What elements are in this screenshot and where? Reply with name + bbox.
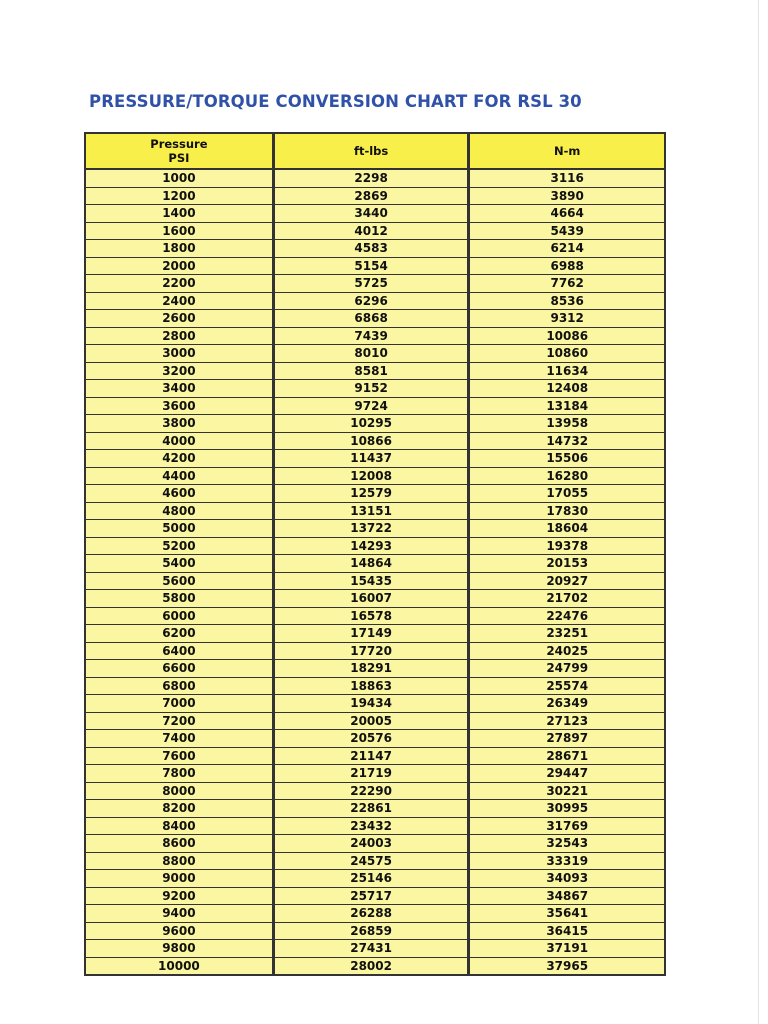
table-row	[86, 415, 664, 433]
cell-nm: 9312	[470, 310, 664, 328]
cell-ftlbs: 4583	[275, 240, 471, 258]
cell-nm: 28671	[470, 748, 664, 766]
cell-nm: 3116	[470, 170, 664, 188]
cell-pressure-psi: 6200	[86, 625, 275, 643]
cell-ftlbs: 8010	[275, 345, 471, 363]
cell-pressure-psi: 2400	[86, 293, 275, 311]
cell-pressure-psi: 4000	[86, 433, 275, 451]
table-row	[86, 170, 664, 188]
table-row	[86, 835, 664, 853]
cell-pressure-psi: 8400	[86, 818, 275, 836]
cell-pressure-psi: 7200	[86, 713, 275, 731]
cell-ftlbs: 9724	[275, 398, 471, 416]
cell-nm: 30995	[470, 800, 664, 818]
table-row	[86, 240, 664, 258]
cell-nm: 27897	[470, 730, 664, 748]
table-row	[86, 660, 664, 678]
table-row	[86, 503, 664, 521]
cell-nm: 37191	[470, 940, 664, 958]
table-row	[86, 485, 664, 503]
cell-ftlbs: 15435	[275, 573, 471, 591]
cell-ftlbs: 6296	[275, 293, 471, 311]
cell-ftlbs: 23432	[275, 818, 471, 836]
cell-nm: 34093	[470, 870, 664, 888]
table-row	[86, 398, 664, 416]
table-row	[86, 468, 664, 486]
table-row	[86, 450, 664, 468]
cell-ftlbs: 5154	[275, 258, 471, 276]
cell-nm: 8536	[470, 293, 664, 311]
cell-ftlbs: 18291	[275, 660, 471, 678]
cell-pressure-psi: 9400	[86, 905, 275, 923]
cell-ftlbs: 4012	[275, 223, 471, 241]
cell-pressure-psi: 4400	[86, 468, 275, 486]
cell-nm: 36415	[470, 923, 664, 941]
table-row	[86, 818, 664, 836]
cell-pressure-psi: 6000	[86, 608, 275, 626]
cell-ftlbs: 2869	[275, 188, 471, 206]
cell-pressure-psi: 5800	[86, 590, 275, 608]
table-row	[86, 380, 664, 398]
cell-pressure-psi: 4200	[86, 450, 275, 468]
cell-nm: 12408	[470, 380, 664, 398]
cell-nm: 10086	[470, 328, 664, 346]
table-row	[86, 870, 664, 888]
table-row	[86, 590, 664, 608]
cell-ftlbs: 21147	[275, 748, 471, 766]
cell-nm: 34867	[470, 888, 664, 906]
cell-pressure-psi: 1200	[86, 188, 275, 206]
cell-nm: 15506	[470, 450, 664, 468]
cell-ftlbs: 18863	[275, 678, 471, 696]
cell-nm: 25574	[470, 678, 664, 696]
cell-ftlbs: 26859	[275, 923, 471, 941]
cell-pressure-psi: 3400	[86, 380, 275, 398]
cell-pressure-psi: 8000	[86, 783, 275, 801]
cell-pressure-psi: 6400	[86, 643, 275, 661]
cell-ftlbs: 12008	[275, 468, 471, 486]
cell-nm: 14732	[470, 433, 664, 451]
header-nm: N-m	[470, 134, 664, 170]
cell-ftlbs: 20576	[275, 730, 471, 748]
cell-ftlbs: 24575	[275, 853, 471, 871]
cell-pressure-psi: 9600	[86, 923, 275, 941]
header-pressure-label: Pressure	[150, 137, 208, 151]
cell-nm: 24025	[470, 643, 664, 661]
cell-ftlbs: 22861	[275, 800, 471, 818]
cell-nm: 32543	[470, 835, 664, 853]
conversion-table	[84, 132, 666, 976]
table-row	[86, 643, 664, 661]
cell-nm: 11634	[470, 363, 664, 381]
table-row	[86, 888, 664, 906]
cell-nm: 26349	[470, 695, 664, 713]
cell-pressure-psi: 2000	[86, 258, 275, 276]
cell-ftlbs: 12579	[275, 485, 471, 503]
table-row	[86, 555, 664, 573]
cell-nm: 37965	[546, 958, 589, 973]
cell-pressure-psi: 9000	[86, 870, 275, 888]
cell-nm: 17055	[470, 485, 664, 503]
cell-ftlbs: 14864	[275, 555, 471, 573]
cell-pressure-psi: 9800	[86, 940, 275, 958]
cell-ftlbs: 27431	[275, 940, 471, 958]
table-row	[86, 275, 664, 293]
cell-pressure-psi: 3600	[86, 398, 275, 416]
table-header-row	[86, 134, 664, 170]
cell-ftlbs: 28002	[275, 958, 471, 975]
cell-pressure-psi: 5000	[86, 520, 275, 538]
cell-ftlbs: 10866	[275, 433, 471, 451]
cell-nm: 5439	[470, 223, 664, 241]
cell-nm: 3890	[470, 188, 664, 206]
cell-ftlbs: 22290	[275, 783, 471, 801]
cell-ftlbs: 19434	[275, 695, 471, 713]
cell-pressure-psi: 5600	[86, 573, 275, 591]
cell-ftlbs: 17149	[275, 625, 471, 643]
cell-ftlbs: 2298	[275, 170, 471, 188]
cell-ftlbs: 25717	[275, 888, 471, 906]
cell-nm: 16280	[470, 468, 664, 486]
cell-ftlbs: 14293	[275, 538, 471, 556]
table-row	[86, 905, 664, 923]
cell-pressure-psi: 10000	[86, 958, 275, 975]
table-row	[86, 608, 664, 626]
cell-ftlbs: 13151	[275, 503, 471, 521]
cell-nm: 21702	[470, 590, 664, 608]
cell-pressure-psi: 4600	[86, 485, 275, 503]
cell-pressure-psi: 5200	[86, 538, 275, 556]
cell-ftlbs: 6868	[275, 310, 471, 328]
cell-nm: 6214	[470, 240, 664, 258]
table-row	[86, 940, 664, 958]
cell-pressure-psi: 2600	[86, 310, 275, 328]
table-row	[86, 258, 664, 276]
table-row	[86, 958, 664, 975]
cell-nm: 35641	[470, 905, 664, 923]
cell-pressure-psi: 6600	[86, 660, 275, 678]
table-row	[86, 538, 664, 556]
cell-nm: 27123	[470, 713, 664, 731]
cell-nm: 10860	[470, 345, 664, 363]
table-row	[86, 293, 664, 311]
cell-pressure-psi: 3800	[86, 415, 275, 433]
cell-nm: 7762	[470, 275, 664, 293]
table-row	[86, 853, 664, 871]
cell-nm: 22476	[470, 608, 664, 626]
table-row	[86, 800, 664, 818]
table-row	[86, 205, 664, 223]
cell-pressure-psi: 7600	[86, 748, 275, 766]
cell-pressure-psi: 3000	[86, 345, 275, 363]
table-row	[86, 695, 664, 713]
table-row	[86, 363, 664, 381]
cell-pressure-psi: 1600	[86, 223, 275, 241]
cell-nm: 19378	[470, 538, 664, 556]
table-row	[86, 748, 664, 766]
chart-title: PRESSURE/TORQUE CONVERSION CHART FOR RSL 30	[89, 92, 582, 111]
table-row	[86, 520, 664, 538]
cell-ftlbs: 25146	[275, 870, 471, 888]
cell-nm: 33319	[470, 853, 664, 871]
cell-ftlbs: 8581	[275, 363, 471, 381]
table-row	[86, 328, 664, 346]
table-row	[86, 223, 664, 241]
cell-nm: 13184	[470, 398, 664, 416]
cell-ftlbs: 10295	[275, 415, 471, 433]
table-row	[86, 783, 664, 801]
cell-ftlbs: 20005	[275, 713, 471, 731]
table-row	[86, 713, 664, 731]
cell-ftlbs: 9152	[275, 380, 471, 398]
header-pressure-psi	[86, 134, 275, 170]
table-row	[86, 730, 664, 748]
cell-pressure-psi: 9200	[86, 888, 275, 906]
cell-pressure-psi: 8600	[86, 835, 275, 853]
cell-pressure-psi: 4800	[86, 503, 275, 521]
cell-pressure-psi: 2800	[86, 328, 275, 346]
cell-pressure-psi: 1400	[86, 205, 275, 223]
cell-pressure-psi: 1000	[86, 170, 275, 188]
cell-ftlbs: 16578	[275, 608, 471, 626]
cell-pressure-psi: 7400	[86, 730, 275, 748]
cell-pressure-psi: 5400	[86, 555, 275, 573]
header-ftlbs: ft-lbs	[275, 134, 471, 170]
table-row	[86, 310, 664, 328]
cell-nm: 17830	[470, 503, 664, 521]
header-psi-label: PSI	[168, 151, 190, 165]
table-row	[86, 188, 664, 206]
cell-nm: 6988	[470, 258, 664, 276]
cell-ftlbs: 7439	[275, 328, 471, 346]
table-row	[86, 573, 664, 591]
cell-ftlbs: 16007	[275, 590, 471, 608]
cell-nm: 29447	[470, 765, 664, 783]
cell-ftlbs: 3440	[275, 205, 471, 223]
cell-nm: 31769	[470, 818, 664, 836]
cell-nm: 4664	[470, 205, 664, 223]
cell-nm: 24799	[470, 660, 664, 678]
cell-pressure-psi: 7800	[86, 765, 275, 783]
cell-nm: 18604	[470, 520, 664, 538]
cell-ftlbs: 11437	[275, 450, 471, 468]
cell-nm: 23251	[470, 625, 664, 643]
table-row	[86, 923, 664, 941]
table-row	[86, 678, 664, 696]
cell-nm: 13958	[470, 415, 664, 433]
cell-pressure-psi: 8200	[86, 800, 275, 818]
cell-ftlbs: 5725	[275, 275, 471, 293]
table-row	[86, 433, 664, 451]
cell-pressure-psi: 6800	[86, 678, 275, 696]
cell-pressure-psi: 2200	[86, 275, 275, 293]
cell-nm: 20153	[470, 555, 664, 573]
cell-ftlbs: 26288	[275, 905, 471, 923]
cell-ftlbs: 24003	[275, 835, 471, 853]
cell-ftlbs: 13722	[275, 520, 471, 538]
table-row	[86, 345, 664, 363]
cell-ftlbs: 21719	[275, 765, 471, 783]
table-row	[86, 765, 664, 783]
cell-ftlbs: 17720	[275, 643, 471, 661]
cell-pressure-psi: 1800	[86, 240, 275, 258]
table-body	[86, 170, 664, 974]
cell-nm: 20927	[470, 573, 664, 591]
cell-nm: 30221	[470, 783, 664, 801]
cell-pressure-psi: 3200	[86, 363, 275, 381]
table-row	[86, 625, 664, 643]
cell-pressure-psi: 8800	[86, 853, 275, 871]
cell-pressure-psi: 7000	[86, 695, 275, 713]
